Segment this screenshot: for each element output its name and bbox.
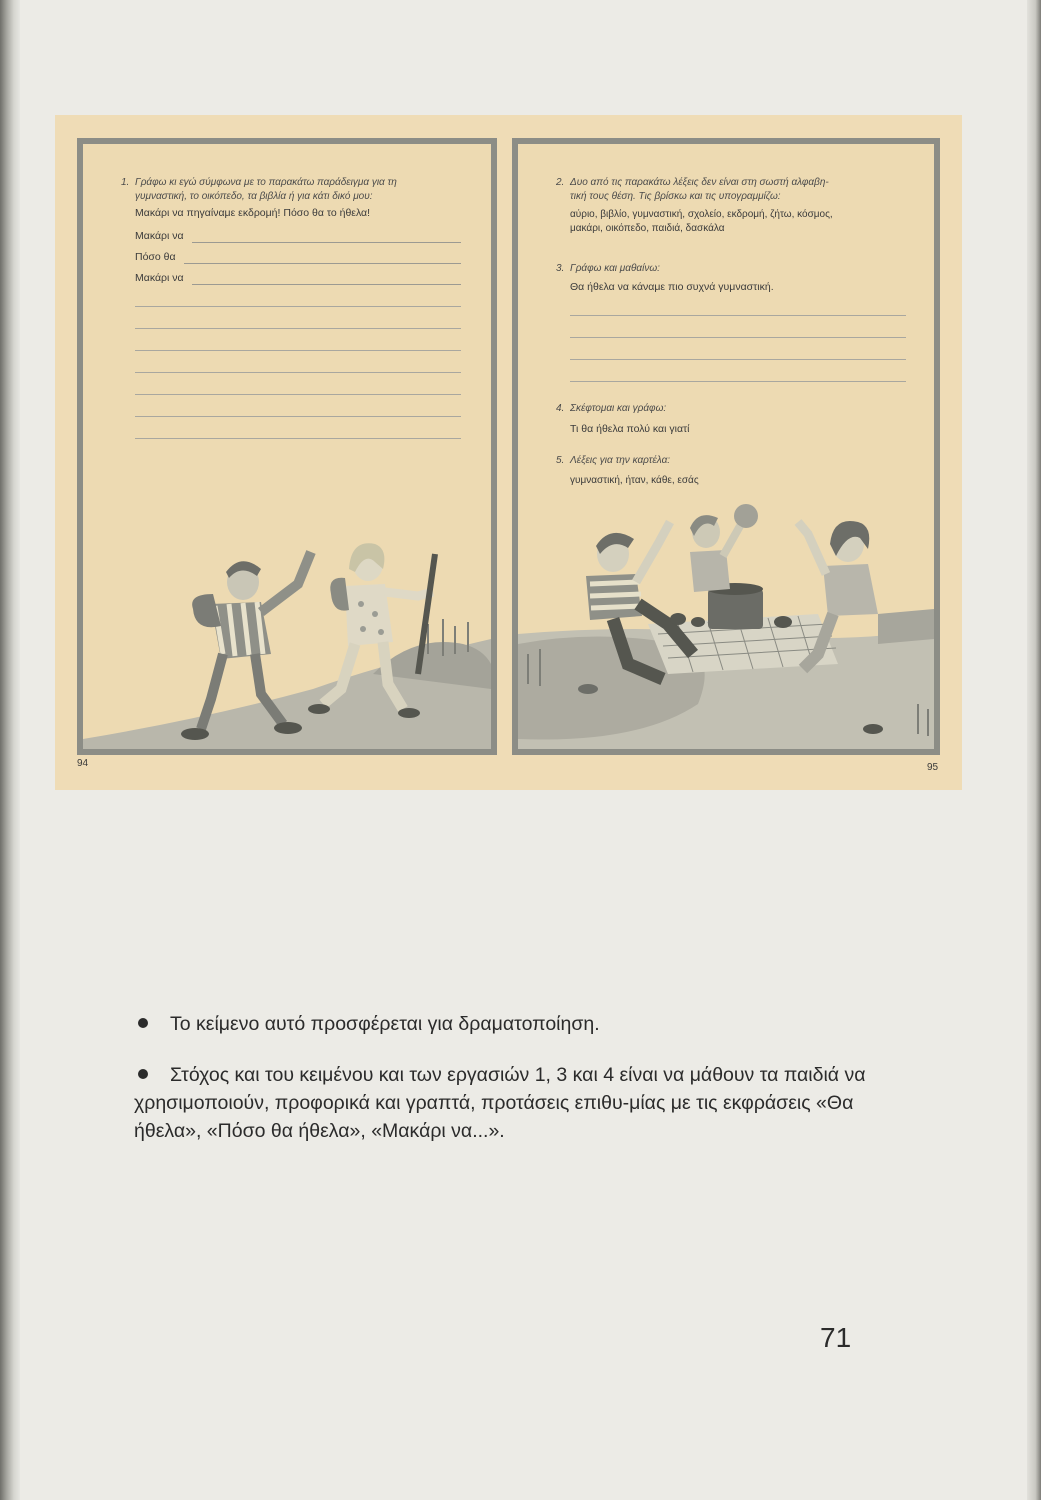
exercise-1-instruction-line2: γυμναστική, το οικόπεδο, τα βιβλία ή για κάτι δικό μου:: [135, 191, 373, 202]
prompt-label: Μακάρι να: [135, 272, 184, 284]
exercise-5-number: 5.: [556, 455, 565, 466]
book-binding-shadow: [0, 0, 20, 1500]
exercise-3-sentence: Θα ήθελα να κάναμε πιο συχνά γυμναστική.: [570, 281, 774, 293]
bullet-icon: [138, 1018, 148, 1028]
exercise-1: [121, 176, 461, 439]
prompt-row[interactable]: [135, 264, 461, 285]
exercise-2-words-line1: αύριο, βιβλίο, γυμναστική, σχολείο, εκδρομή, ζήτω, κόσμος,: [570, 209, 833, 220]
exercise-2-instruction-line2: τική τους θέση. Τις βρίσκω και τις υπογραμμίζω:: [570, 191, 781, 202]
exercise-2-words-line2: μακάρι, οικόπεδο, παιδιά, δασκάλα: [570, 223, 725, 234]
exercise-3-number: 3.: [556, 263, 565, 274]
picnic-children-illustration: [518, 504, 934, 749]
writing-line: [192, 270, 461, 285]
note-item: [134, 1010, 869, 1038]
exercise-4-number: 4.: [556, 403, 565, 414]
page-number: 71: [820, 1322, 852, 1353]
exercise-2: [556, 176, 906, 236]
exercise-3: [556, 262, 906, 382]
note-item: [134, 1061, 869, 1145]
exercise-5-words: γυμναστική, ήταν, κάθε, εσάς: [570, 475, 699, 486]
writing-line: [570, 338, 906, 360]
page-edge-shadow: [1027, 0, 1041, 1500]
writing-line: [135, 329, 461, 351]
writing-line: [570, 316, 906, 338]
exercise-1-number: 1.: [121, 177, 130, 188]
exercise-1-instruction-line1: Γράφω κι εγώ σύμφωνα με το παρακάτω παράδειγμα για τη: [135, 177, 397, 188]
writing-line: [570, 360, 906, 382]
left-page-frame: [77, 138, 497, 755]
teacher-notes: [134, 1010, 869, 1145]
right-page-frame: [512, 138, 940, 755]
prompt-row[interactable]: [135, 222, 461, 243]
writing-line: [135, 395, 461, 417]
left-page-number: 94: [77, 758, 89, 769]
right-page-number: 95: [927, 762, 939, 773]
writing-line: [192, 228, 461, 243]
prompt-label: Μακάρι να: [135, 230, 184, 242]
exercise-4-prompt: Τι θα ήθελα πολύ και γιατί: [570, 423, 690, 435]
bullet-icon: [138, 1069, 148, 1079]
note-1-text: Το κείμενο αυτό προσφέρεται για δραματοποίηση.: [170, 1013, 600, 1035]
writing-line: [184, 249, 461, 264]
writing-line: [135, 307, 461, 329]
writing-line: [135, 373, 461, 395]
note-2-text: Στόχος και του κειμένου και των εργασιών 1, 3 και 4 είναι να μάθουν τα παιδιά να χρησιμοποιούν, προφορικά και γραπτά, προτάσεις επιθυ-μίας με τις εκφράσεις «Θα ήθελα», «Πόσο θα ήθελα», «Μακάρι να...».: [134, 1064, 866, 1142]
writing-line: [135, 351, 461, 373]
prompt-row[interactable]: [135, 243, 461, 264]
exercise-5: [556, 454, 906, 488]
exercise-4: [556, 402, 906, 436]
prompt-label: Πόσο θα: [135, 251, 176, 263]
exercise-3-instruction: Γράφω και μαθαίνω:: [570, 263, 660, 274]
writing-line: [570, 294, 906, 316]
exercise-5-instruction: Λέξεις για την καρτέλα:: [570, 455, 671, 466]
writing-line: [135, 417, 461, 439]
hiking-children-illustration: [83, 514, 491, 749]
exercise-2-number: 2.: [556, 177, 565, 188]
writing-line: [135, 285, 461, 307]
exercise-1-example: Μακάρι να πηγαίναμε εκδρομή! Πόσο θα το ήθελα!: [135, 207, 371, 219]
exercise-2-instruction-line1: Δυο από τις παρακάτω λέξεις δεν είναι στη σωστή αλφαβη-: [570, 177, 829, 188]
textbook-spread-photo: [55, 115, 962, 790]
exercise-4-instruction: Σκέφτομαι και γράφω:: [570, 403, 667, 414]
